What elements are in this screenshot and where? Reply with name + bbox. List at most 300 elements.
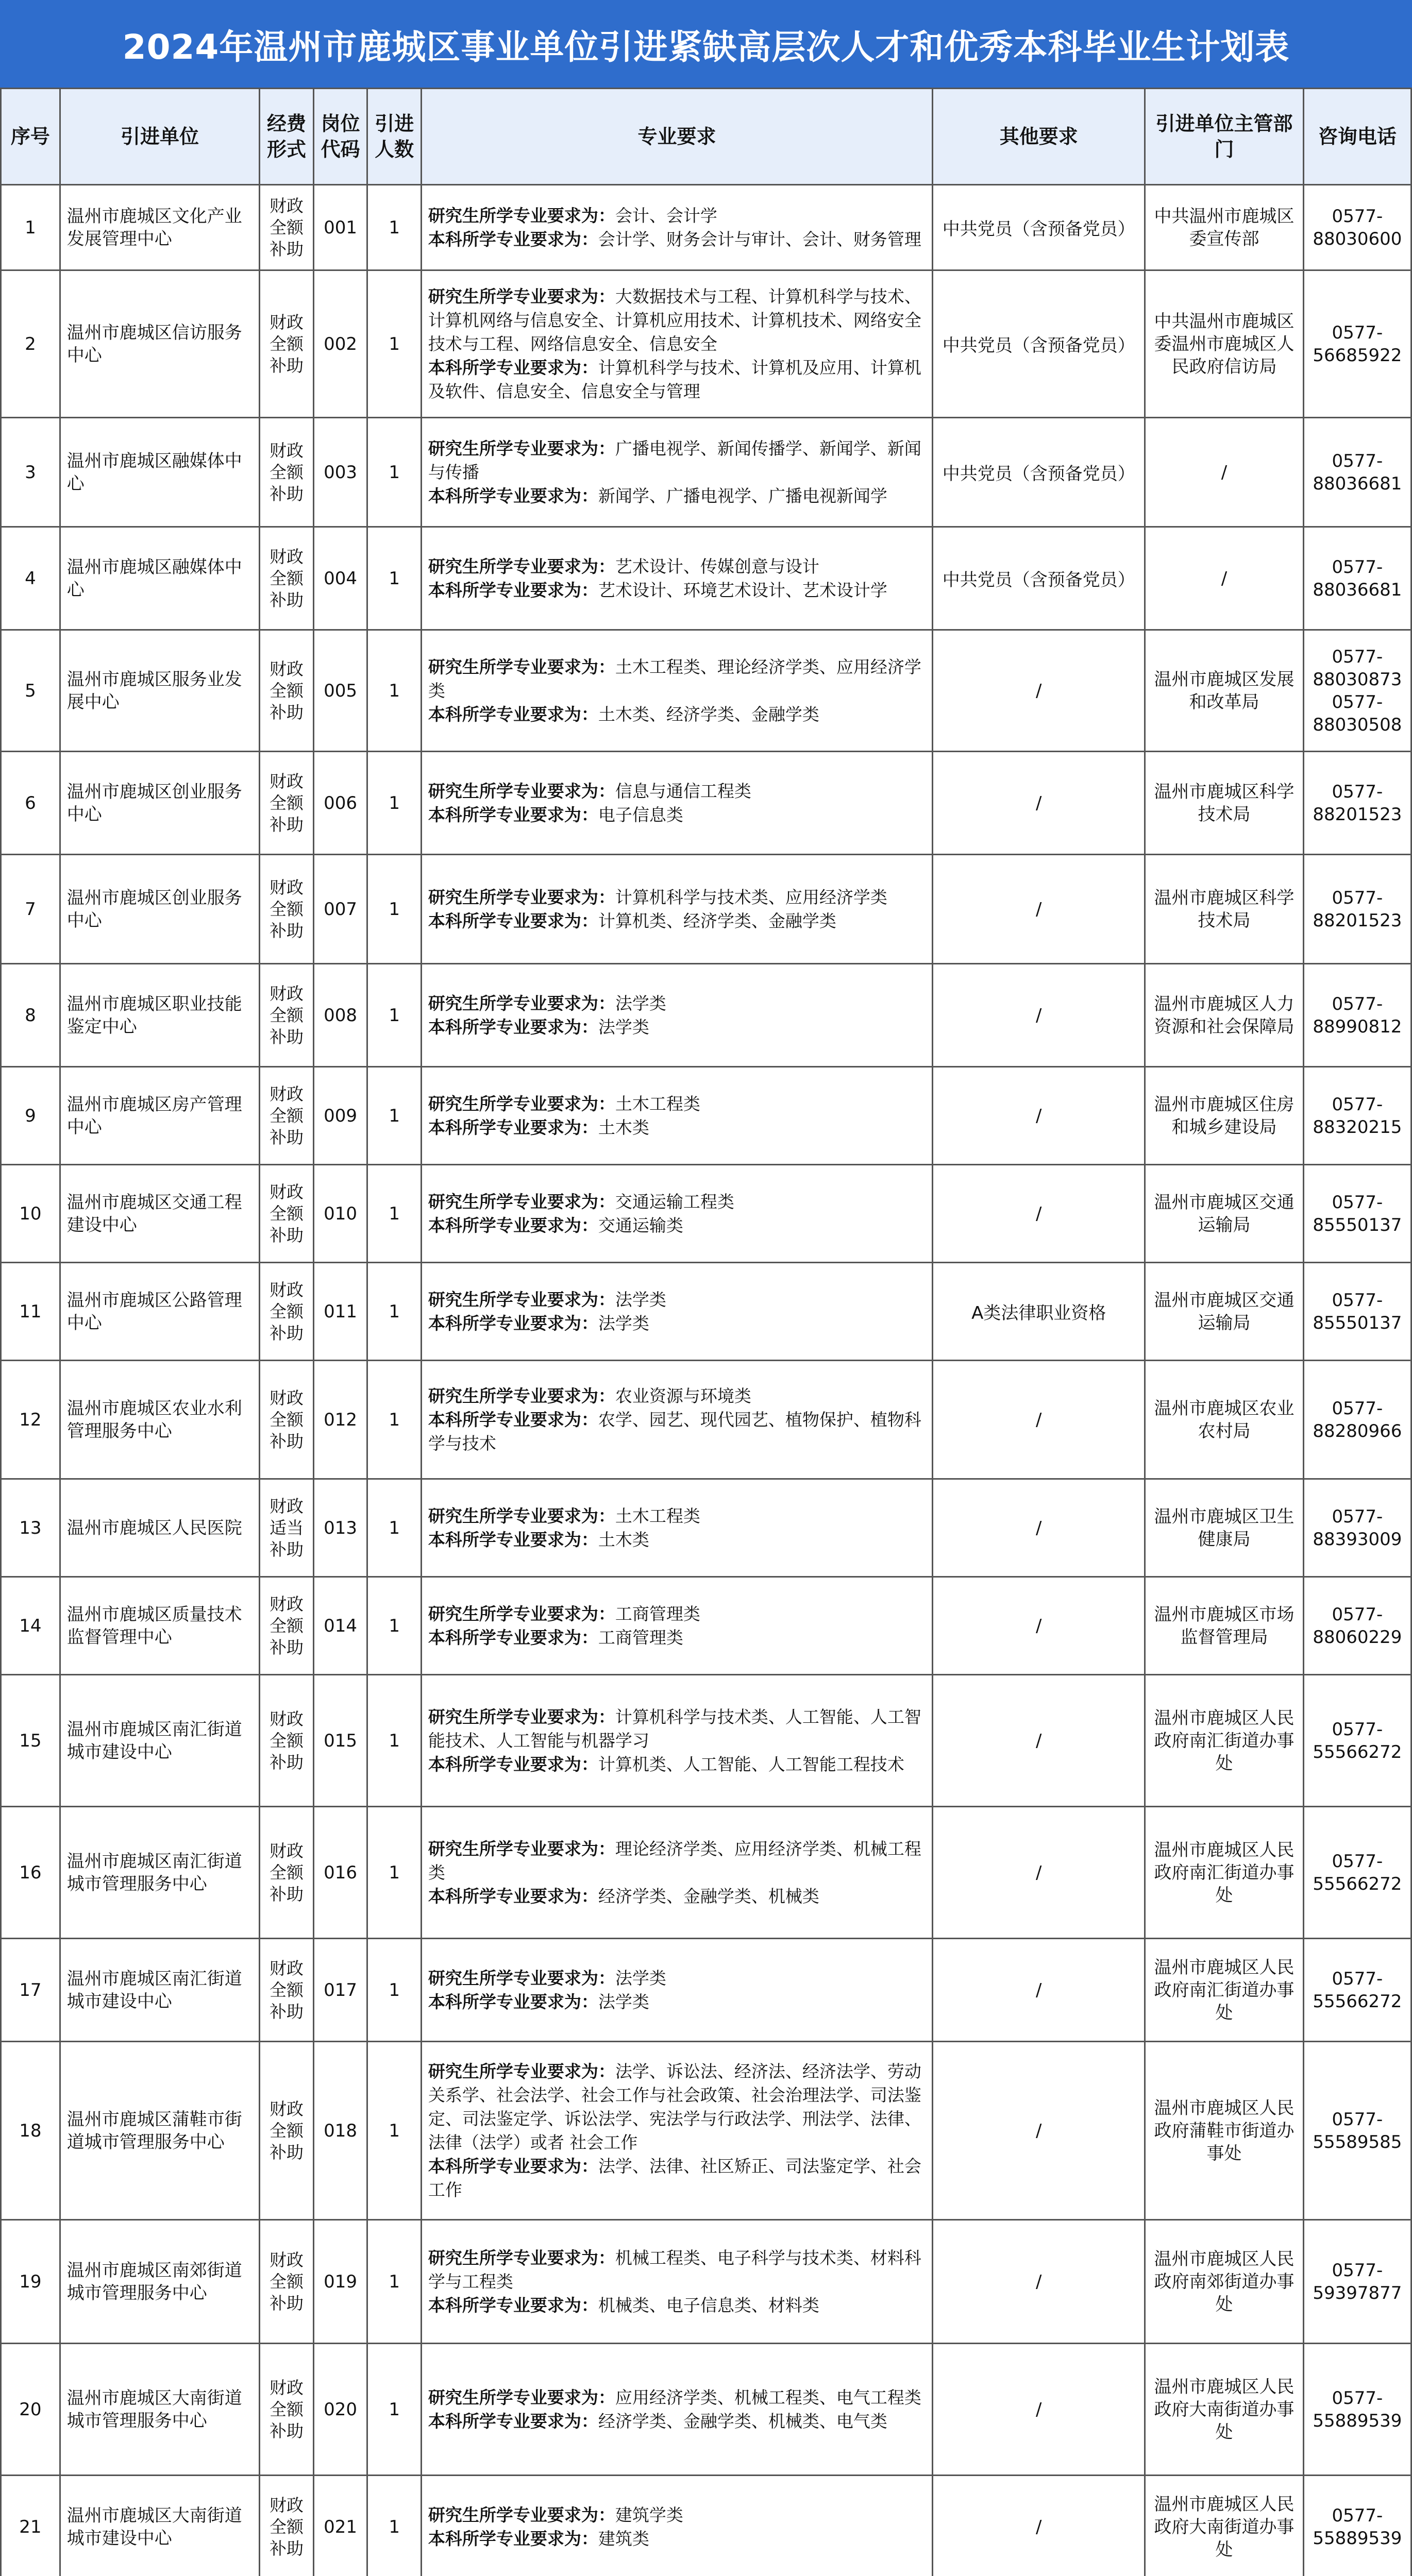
ug-majors: 计算机类、经济学类、金融学类 [598, 910, 836, 931]
ug-majors: 经济学类、金融学类、机械类、电气类 [598, 2411, 887, 2431]
row-count: 1 [367, 2476, 422, 2576]
row-major [421, 1165, 932, 1263]
row-code: 013 [313, 1479, 367, 1577]
grad-majors: 土木工程类 [615, 1505, 700, 1526]
row-other: / [933, 1361, 1145, 1479]
grad-label: 研究生所学专业要求为： [428, 2387, 615, 2408]
grad-majors: 法学类 [615, 993, 666, 1013]
row-fund: 财政全额补助 [260, 1939, 314, 2042]
row-tel: 0577-88036681 [1303, 527, 1411, 630]
row-major [421, 630, 932, 752]
row-count: 1 [367, 855, 422, 964]
grad-requirement [428, 555, 926, 579]
row-major [421, 855, 932, 964]
row-major [421, 1577, 932, 1675]
ug-label: 本科所学专业要求为： [428, 2528, 598, 2549]
ug-requirement [428, 1626, 926, 1650]
row-tel: 0577-88030600 [1303, 185, 1411, 270]
ug-label: 本科所学专业要求为： [428, 229, 598, 249]
grad-requirement [428, 1190, 926, 1214]
row-code: 012 [313, 1361, 367, 1479]
table-row [1, 1939, 1411, 2042]
grad-majors: 应用经济学类、机械工程类、电气工程类 [615, 2387, 921, 2408]
row-tel: 0577-56685922 [1303, 270, 1411, 418]
row-unit: 温州市鹿城区创业服务中心 [60, 855, 259, 964]
grad-requirement [428, 1384, 926, 1408]
ug-label: 本科所学专业要求为： [428, 485, 598, 506]
grad-label: 研究生所学专业要求为： [428, 1093, 615, 1114]
page-title: 2024年温州市鹿城区事业单位引进紧缺高层次人才和优秀本科毕业生计划表 [0, 0, 1412, 88]
row-dept: 温州市鹿城区卫生健康局 [1145, 1479, 1304, 1577]
row-other: / [933, 2042, 1145, 2220]
ug-majors: 土木类 [598, 1529, 649, 1550]
row-unit: 温州市鹿城区大南街道城市管理服务中心 [60, 2344, 259, 2476]
row-fund: 财政全额补助 [260, 2042, 314, 2220]
row-count: 1 [367, 1577, 422, 1675]
ug-label: 本科所学专业要求为： [428, 910, 598, 931]
grad-label: 研究生所学专业要求为： [428, 781, 615, 801]
row-fund: 财政全额补助 [260, 527, 314, 630]
grad-majors: 艺术设计、传媒创意与设计 [615, 556, 819, 577]
row-dept: 中共温州市鹿城区委宣传部 [1145, 185, 1304, 270]
grad-majors: 会计、会计学 [615, 205, 717, 226]
row-no: 21 [1, 2476, 60, 2576]
row-other: / [933, 964, 1145, 1067]
row-major [421, 2220, 932, 2344]
row-unit: 温州市鹿城区人民医院 [60, 1479, 259, 1577]
row-dept: 温州市鹿城区人民政府南汇街道办事处 [1145, 1939, 1304, 2042]
row-other: / [933, 855, 1145, 964]
row-code: 015 [313, 1675, 367, 1807]
row-code: 010 [313, 1165, 367, 1263]
grad-requirement [428, 2503, 926, 2527]
row-count: 1 [367, 527, 422, 630]
grad-majors: 土木工程类 [615, 1093, 700, 1114]
row-other: 中共党员（含预备党员） [933, 527, 1145, 630]
row-no: 3 [1, 418, 60, 527]
ug-majors: 农学、园艺、现代园艺、植物保护、植物科学与技术 [428, 1409, 921, 1453]
row-dept: 温州市鹿城区人力资源和社会保障局 [1145, 964, 1304, 1067]
row-code: 003 [313, 418, 367, 527]
row-code: 001 [313, 185, 367, 270]
row-dept: 温州市鹿城区人民政府南郊街道办事处 [1145, 2220, 1304, 2344]
row-tel: 0577-88201523 [1303, 855, 1411, 964]
row-count: 1 [367, 2220, 422, 2344]
row-no: 2 [1, 270, 60, 418]
table-row [1, 1675, 1411, 1807]
table-row [1, 270, 1411, 418]
row-tel: 0577-55566272 [1303, 1675, 1411, 1807]
row-other: A类法律职业资格 [933, 1263, 1145, 1361]
row-count: 1 [367, 1067, 422, 1165]
grad-requirement [428, 1602, 926, 1626]
row-fund: 财政全额补助 [260, 1067, 314, 1165]
grad-requirement [428, 992, 926, 1015]
row-count: 1 [367, 964, 422, 1067]
col-header-tel: 咨询电话 [1303, 89, 1411, 185]
row-dept: 温州市鹿城区交通运输局 [1145, 1263, 1304, 1361]
row-dept: 温州市鹿城区住房和城乡建设局 [1145, 1067, 1304, 1165]
ug-requirement [428, 1990, 926, 2014]
recruitment-plan-table [0, 88, 1412, 2576]
ug-requirement [428, 909, 926, 933]
row-fund: 财政全额补助 [260, 185, 314, 270]
row-unit: 温州市鹿城区信访服务中心 [60, 270, 259, 418]
row-dept: 温州市鹿城区发展和改革局 [1145, 630, 1304, 752]
grad-label: 研究生所学专业要求为： [428, 205, 615, 226]
ug-requirement [428, 2294, 926, 2317]
col-header-other: 其他要求 [933, 89, 1145, 185]
ug-label: 本科所学专业要求为： [428, 1529, 598, 1550]
row-dept: 温州市鹿城区农业农村局 [1145, 1361, 1304, 1479]
row-unit: 温州市鹿城区交通工程建设中心 [60, 1165, 259, 1263]
ug-requirement [428, 356, 926, 403]
row-count: 1 [367, 418, 422, 527]
ug-label: 本科所学专业要求为： [428, 1754, 598, 1774]
row-unit: 温州市鹿城区南汇街道城市管理服务中心 [60, 1807, 259, 1939]
grad-majors: 信息与通信工程类 [615, 781, 751, 801]
ug-requirement [428, 228, 926, 251]
grad-label: 研究生所学专业要求为： [428, 887, 615, 907]
row-other: / [933, 752, 1145, 855]
ug-majors: 经济学类、金融学类、机械类 [598, 1886, 819, 1906]
table-row [1, 1263, 1411, 1361]
grad-majors: 计算机科学与技术类、应用经济学类 [615, 887, 887, 907]
row-code: 011 [313, 1263, 367, 1361]
col-header-unit: 引进单位 [60, 89, 259, 185]
ug-requirement [428, 1753, 926, 1776]
row-count: 1 [367, 630, 422, 752]
grad-requirement [428, 2246, 926, 2294]
grad-requirement [428, 886, 926, 909]
row-major [421, 964, 932, 1067]
row-tel: 0577-55889539 [1303, 2476, 1411, 2576]
row-major [421, 1361, 932, 1479]
grad-requirement [428, 1705, 926, 1753]
row-tel: 0577-88030873 0577-88030508 [1303, 630, 1411, 752]
row-other: 中共党员（含预备党员） [933, 418, 1145, 527]
row-tel: 0577-59397877 [1303, 2220, 1411, 2344]
row-unit: 温州市鹿城区蒲鞋市街道城市管理服务中心 [60, 2042, 259, 2220]
col-header-code: 岗位代码 [313, 89, 367, 185]
ug-requirement [428, 1408, 926, 1455]
row-tel: 0577-88036681 [1303, 418, 1411, 527]
ug-label: 本科所学专业要求为： [428, 2295, 598, 2315]
grad-label: 研究生所学专业要求为： [428, 1968, 615, 1988]
row-count: 1 [367, 185, 422, 270]
ug-label: 本科所学专业要求为： [428, 1409, 598, 1430]
grad-requirement [428, 2060, 926, 2155]
grad-label: 研究生所学专业要求为： [428, 1603, 615, 1624]
grad-requirement [428, 1967, 926, 1990]
row-major [421, 1479, 932, 1577]
grad-label: 研究生所学专业要求为： [428, 1838, 615, 1859]
grad-majors: 法学类 [615, 1289, 666, 1310]
row-fund: 财政全额补助 [260, 1165, 314, 1263]
row-no: 18 [1, 2042, 60, 2220]
row-major [421, 1675, 932, 1807]
grad-requirement [428, 204, 926, 228]
grad-label: 研究生所学专业要求为： [428, 1706, 615, 1727]
row-dept: / [1145, 418, 1304, 527]
col-header-fund: 经费形式 [260, 89, 314, 185]
row-no: 8 [1, 964, 60, 1067]
row-major [421, 1807, 932, 1939]
ug-label: 本科所学专业要求为： [428, 1313, 598, 1333]
grad-majors: 土木工程类、理论经济学类、应用经济学类 [428, 656, 921, 701]
col-header-no: 序号 [1, 89, 60, 185]
ug-label: 本科所学专业要求为： [428, 1886, 598, 1906]
row-fund: 财政全额补助 [260, 630, 314, 752]
row-dept: 温州市鹿城区交通运输局 [1145, 1165, 1304, 1263]
grad-majors: 工商管理类 [615, 1603, 700, 1624]
grad-majors: 理论经济学类、应用经济学类、机械工程类 [428, 1838, 921, 1883]
table-row [1, 1807, 1411, 1939]
ug-requirement [428, 803, 926, 827]
row-unit: 温州市鹿城区公路管理中心 [60, 1263, 259, 1361]
row-dept: 中共温州市鹿城区委温州市鹿城区人民政府信访局 [1145, 270, 1304, 418]
row-unit: 温州市鹿城区职业技能鉴定中心 [60, 964, 259, 1067]
grad-label: 研究生所学专业要求为： [428, 2247, 615, 2268]
row-fund: 财政全额补助 [260, 1577, 314, 1675]
row-major [421, 1067, 932, 1165]
grad-label: 研究生所学专业要求为： [428, 1289, 615, 1310]
row-tel: 0577-85550137 [1303, 1263, 1411, 1361]
row-tel: 0577-55566272 [1303, 1807, 1411, 1939]
grad-label: 研究生所学专业要求为： [428, 1385, 615, 1406]
row-no: 20 [1, 2344, 60, 2476]
ug-requirement [428, 579, 926, 602]
row-code: 021 [313, 2476, 367, 2576]
ug-requirement [428, 484, 926, 508]
row-tel: 0577-88280966 [1303, 1361, 1411, 1479]
row-major [421, 270, 932, 418]
ug-majors: 机械类、电子信息类、材料类 [598, 2295, 819, 2315]
row-no: 13 [1, 1479, 60, 1577]
grad-requirement [428, 655, 926, 703]
row-no: 5 [1, 630, 60, 752]
row-dept: 温州市鹿城区人民政府南汇街道办事处 [1145, 1675, 1304, 1807]
grad-requirement [428, 1837, 926, 1885]
row-dept: 温州市鹿城区人民政府大南街道办事处 [1145, 2344, 1304, 2476]
row-major [421, 2042, 932, 2220]
ug-label: 本科所学专业要求为： [428, 580, 598, 600]
ug-majors: 土木类、经济学类、金融学类 [598, 704, 819, 724]
row-fund: 财政全额补助 [260, 855, 314, 964]
grad-majors: 农业资源与环境类 [615, 1385, 751, 1406]
row-dept: 温州市鹿城区人民政府南汇街道办事处 [1145, 1807, 1304, 1939]
grad-majors: 计算机科学与技术类、人工智能、人工智能技术、人工智能与机器学习 [428, 1706, 921, 1751]
table-row [1, 630, 1411, 752]
row-no: 4 [1, 527, 60, 630]
row-fund: 财政全额补助 [260, 1361, 314, 1479]
grad-majors: 法学、诉讼法、经济法、经济法学、劳动关系学、社会法学、社会工作与社会政策、社会治理法学、司法鉴定、司法鉴定学、诉讼法学、宪法学与行政法学、刑法学、法律、法律（法学）或者 社会工作 [428, 2061, 921, 2153]
row-other: / [933, 630, 1145, 752]
row-no: 9 [1, 1067, 60, 1165]
grad-label: 研究生所学专业要求为： [428, 993, 615, 1013]
ug-majors: 会计学、财务会计与审计、会计、财务管理 [598, 229, 921, 249]
row-tel: 0577-88060229 [1303, 1577, 1411, 1675]
table-header-row [1, 89, 1411, 185]
grad-label: 研究生所学专业要求为： [428, 438, 615, 459]
row-unit: 温州市鹿城区南郊街道城市管理服务中心 [60, 2220, 259, 2344]
row-other: 中共党员（含预备党员） [933, 185, 1145, 270]
ug-label: 本科所学专业要求为： [428, 804, 598, 825]
row-code: 008 [313, 964, 367, 1067]
row-unit: 温州市鹿城区服务业发展中心 [60, 630, 259, 752]
row-count: 1 [367, 2344, 422, 2476]
grad-label: 研究生所学专业要求为： [428, 656, 615, 677]
table-row [1, 418, 1411, 527]
ug-majors: 工商管理类 [598, 1627, 683, 1648]
row-count: 1 [367, 2042, 422, 2220]
row-other: / [933, 1067, 1145, 1165]
grad-requirement [428, 1288, 926, 1312]
row-no: 16 [1, 1807, 60, 1939]
row-fund: 财政全额补助 [260, 1263, 314, 1361]
table-row [1, 1165, 1411, 1263]
row-fund: 财政全额补助 [260, 2476, 314, 2576]
row-code: 020 [313, 2344, 367, 2476]
row-fund: 财政全额补助 [260, 964, 314, 1067]
row-code: 017 [313, 1939, 367, 2042]
row-code: 006 [313, 752, 367, 855]
table-row [1, 2344, 1411, 2476]
row-tel: 0577-88990812 [1303, 964, 1411, 1067]
row-no: 7 [1, 855, 60, 964]
ug-majors: 法学类 [598, 1016, 649, 1037]
row-code: 016 [313, 1807, 367, 1939]
row-unit: 温州市鹿城区融媒体中心 [60, 527, 259, 630]
row-unit: 温州市鹿城区创业服务中心 [60, 752, 259, 855]
row-no: 15 [1, 1675, 60, 1807]
grad-majors: 广播电视学、新闻传播学、新闻学、新闻与传播 [428, 438, 921, 482]
row-no: 12 [1, 1361, 60, 1479]
row-fund: 财政全额补助 [260, 1807, 314, 1939]
row-major [421, 1263, 932, 1361]
row-major [421, 418, 932, 527]
row-count: 1 [367, 1165, 422, 1263]
ug-requirement [428, 2527, 926, 2551]
row-fund: 财政全额补助 [260, 418, 314, 527]
grad-majors: 建筑学类 [615, 2504, 683, 2525]
grad-label: 研究生所学专业要求为： [428, 2504, 615, 2525]
ug-label: 本科所学专业要求为： [428, 1215, 598, 1235]
row-no: 10 [1, 1165, 60, 1263]
row-unit: 温州市鹿城区南汇街道城市建设中心 [60, 1939, 259, 2042]
row-no: 6 [1, 752, 60, 855]
grad-label: 研究生所学专业要求为： [428, 1191, 615, 1212]
grad-requirement [428, 779, 926, 803]
ug-requirement [428, 1312, 926, 1335]
row-count: 1 [367, 1361, 422, 1479]
row-tel: 0577-85550137 [1303, 1165, 1411, 1263]
ug-label: 本科所学专业要求为： [428, 357, 598, 378]
table-row [1, 2042, 1411, 2220]
row-dept: 温州市鹿城区人民政府蒲鞋市街道办事处 [1145, 2042, 1304, 2220]
row-tel: 0577-88393009 [1303, 1479, 1411, 1577]
row-other: / [933, 1577, 1145, 1675]
row-unit: 温州市鹿城区南汇街道城市建设中心 [60, 1675, 259, 1807]
table-row [1, 752, 1411, 855]
row-major [421, 752, 932, 855]
row-dept: 温州市鹿城区科学技术局 [1145, 855, 1304, 964]
ug-majors: 建筑类 [598, 2528, 649, 2549]
grad-majors: 交通运输工程类 [615, 1191, 734, 1212]
row-other: / [933, 2344, 1145, 2476]
row-count: 1 [367, 270, 422, 418]
row-other: / [933, 1939, 1145, 2042]
row-code: 005 [313, 630, 367, 752]
row-fund: 财政全额补助 [260, 270, 314, 418]
row-dept: 温州市鹿城区人民政府大南街道办事处 [1145, 2476, 1304, 2576]
row-major [421, 2344, 932, 2476]
row-tel: 0577-88201523 [1303, 752, 1411, 855]
row-other: / [933, 2476, 1145, 2576]
row-major [421, 185, 932, 270]
row-code: 014 [313, 1577, 367, 1675]
row-other: / [933, 1165, 1145, 1263]
row-code: 019 [313, 2220, 367, 2344]
row-code: 002 [313, 270, 367, 418]
ug-majors: 计算机科学与技术、计算机及应用、计算机及软件、信息安全、信息安全与管理 [428, 357, 921, 401]
row-unit: 温州市鹿城区农业水利管理服务中心 [60, 1361, 259, 1479]
grad-requirement [428, 2386, 926, 2410]
ug-label: 本科所学专业要求为： [428, 1991, 598, 2012]
ug-majors: 艺术设计、环境艺术设计、艺术设计学 [598, 580, 887, 600]
ug-majors: 电子信息类 [598, 804, 683, 825]
row-fund: 财政全额补助 [260, 2344, 314, 2476]
ug-label: 本科所学专业要求为： [428, 1117, 598, 1138]
row-count: 1 [367, 1263, 422, 1361]
row-fund: 财政全额补助 [260, 2220, 314, 2344]
row-major [421, 2476, 932, 2576]
grad-label: 研究生所学专业要求为： [428, 556, 615, 577]
grad-label: 研究生所学专业要求为： [428, 2061, 615, 2081]
table-row [1, 527, 1411, 630]
table-row [1, 2220, 1411, 2344]
ug-majors: 土木类 [598, 1117, 649, 1138]
grad-majors: 法学类 [615, 1968, 666, 1988]
row-count: 1 [367, 752, 422, 855]
ug-requirement [428, 1214, 926, 1238]
ug-majors: 新闻学、广播电视学、广播电视新闻学 [598, 485, 887, 506]
ug-requirement [428, 703, 926, 726]
row-other: / [933, 2220, 1145, 2344]
table-row [1, 1577, 1411, 1675]
row-count: 1 [367, 1675, 422, 1807]
table-row [1, 185, 1411, 270]
table-row [1, 855, 1411, 964]
table-row [1, 1067, 1411, 1165]
ug-label: 本科所学专业要求为： [428, 1627, 598, 1648]
row-unit: 温州市鹿城区大南街道城市建设中心 [60, 2476, 259, 2576]
table-row [1, 964, 1411, 1067]
ug-requirement [428, 2410, 926, 2433]
row-major [421, 1939, 932, 2042]
grad-requirement [428, 285, 926, 356]
ug-requirement [428, 2155, 926, 2202]
ug-label: 本科所学专业要求为： [428, 704, 598, 724]
ug-label: 本科所学专业要求为： [428, 2156, 598, 2176]
row-code: 007 [313, 855, 367, 964]
ug-majors: 计算机类、人工智能、人工智能工程技术 [598, 1754, 904, 1774]
row-unit: 温州市鹿城区房产管理中心 [60, 1067, 259, 1165]
grad-label: 研究生所学专业要求为： [428, 1505, 615, 1526]
row-count: 1 [367, 1479, 422, 1577]
row-code: 018 [313, 2042, 367, 2220]
grad-requirement [428, 437, 926, 484]
